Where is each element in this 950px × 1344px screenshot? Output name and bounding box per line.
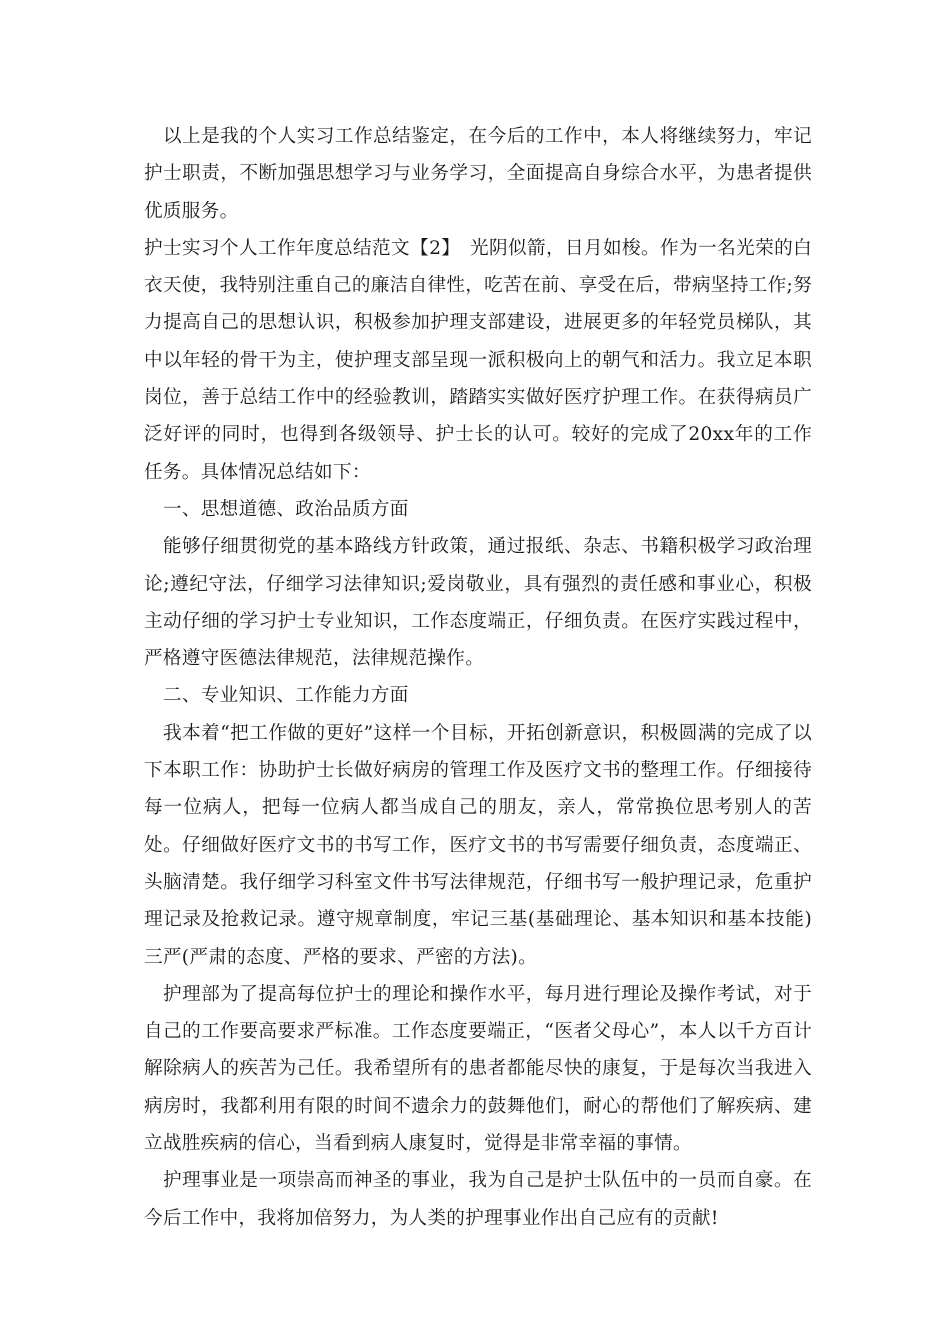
paragraph-professional: 我本着“把工作做的更好”这样一个目标，开拓创新意识，积极圆满的完成了以下本职工作：协助护士长做好病房的管理工作及医疗文书的整理工作。仔细接待每一位病人，把每一位病人都当成自己的朋友，亲人，常常换位思考别人的苦处。仔细做好医疗文书的书写工作，医疗文书的书写需要仔细负责，态度端正、头脑清楚。我仔细学习科室文件书写法律规范，仔细书写一般护理记录，危重护理记录及抢救记录。遵守规章制度，牢记三基(基础理论、基本知识和基本技能)三严(严肃的态度、严格的要求、严密的方法)。 xyxy=(144,722,812,968)
section-heading-professional: 二、专业知识、工作能力方面 xyxy=(163,685,409,707)
paragraph-nursing-department: 护理部为了提高每位护士的理论和操作水平，每月进行理论及操作考试，对于自己的工作要高要求严标准。工作态度要端正，“医者父母心”，本人以千方百计解除病人的疾苦为己任。我希望所有的患者都能尽快的康复，于是每次当我进入病房时，我都利用有限的时间不遗余力的鼓舞他们，耐心的帮他们了解疾病、建立战胜疾病的信心，当看到病人康复时，觉得是非常幸福的事情。 xyxy=(144,983,812,1155)
document-body xyxy=(144,118,812,1237)
paragraph-title-and-intro: 护士实习个人工作年度总结范文【2】 光阴似箭，日月如梭。作为一名光荣的白衣天使，我特别注重自己的廉洁自律性，吃苦在前、享受在后，带病坚持工作;努力提高自己的思想认识，积极参加护理支部建设，进展更多的年轻党员梯队，其中以年轻的骨干为主，使护理支部呈现一派积极向上的朝气和活力。我立足本职岗位，善于总结工作中的经验教训，踏踏实实做好医疗护理工作。在获得病员广泛好评的同时，也得到各级领导、护士长的认可。较好的完成了20xx年的工作任务。具体情况总结如下： xyxy=(144,237,812,483)
paragraph-ideology: 能够仔细贯彻党的基本路线方针政策，通过报纸、杂志、书籍积极学习政治理论;遵纪守法，仔细学习法律知识;爱岗敬业，具有强烈的责任感和事业心，积极主动仔细的学习护士专业知识，工作态度端正，仔细负责。在医疗实践过程中，严格遵守医德法律规范，法律规范操作。 xyxy=(144,536,812,670)
section-heading-ideology: 一、思想道德、政治品质方面 xyxy=(163,498,409,520)
paragraph-closing: 护理事业是一项崇高而神圣的事业，我为自己是护士队伍中的一员而自豪。在今后工作中，我将加倍努力，为人类的护理事业作出自己应有的贡献! xyxy=(144,1170,812,1229)
paragraph-conclusion: 以上是我的个人实习工作总结鉴定，在今后的工作中，本人将继续努力，牢记护士职责，不断加强思想学习与业务学习，全面提高自身综合水平，为患者提供优质服务。 xyxy=(144,126,812,222)
